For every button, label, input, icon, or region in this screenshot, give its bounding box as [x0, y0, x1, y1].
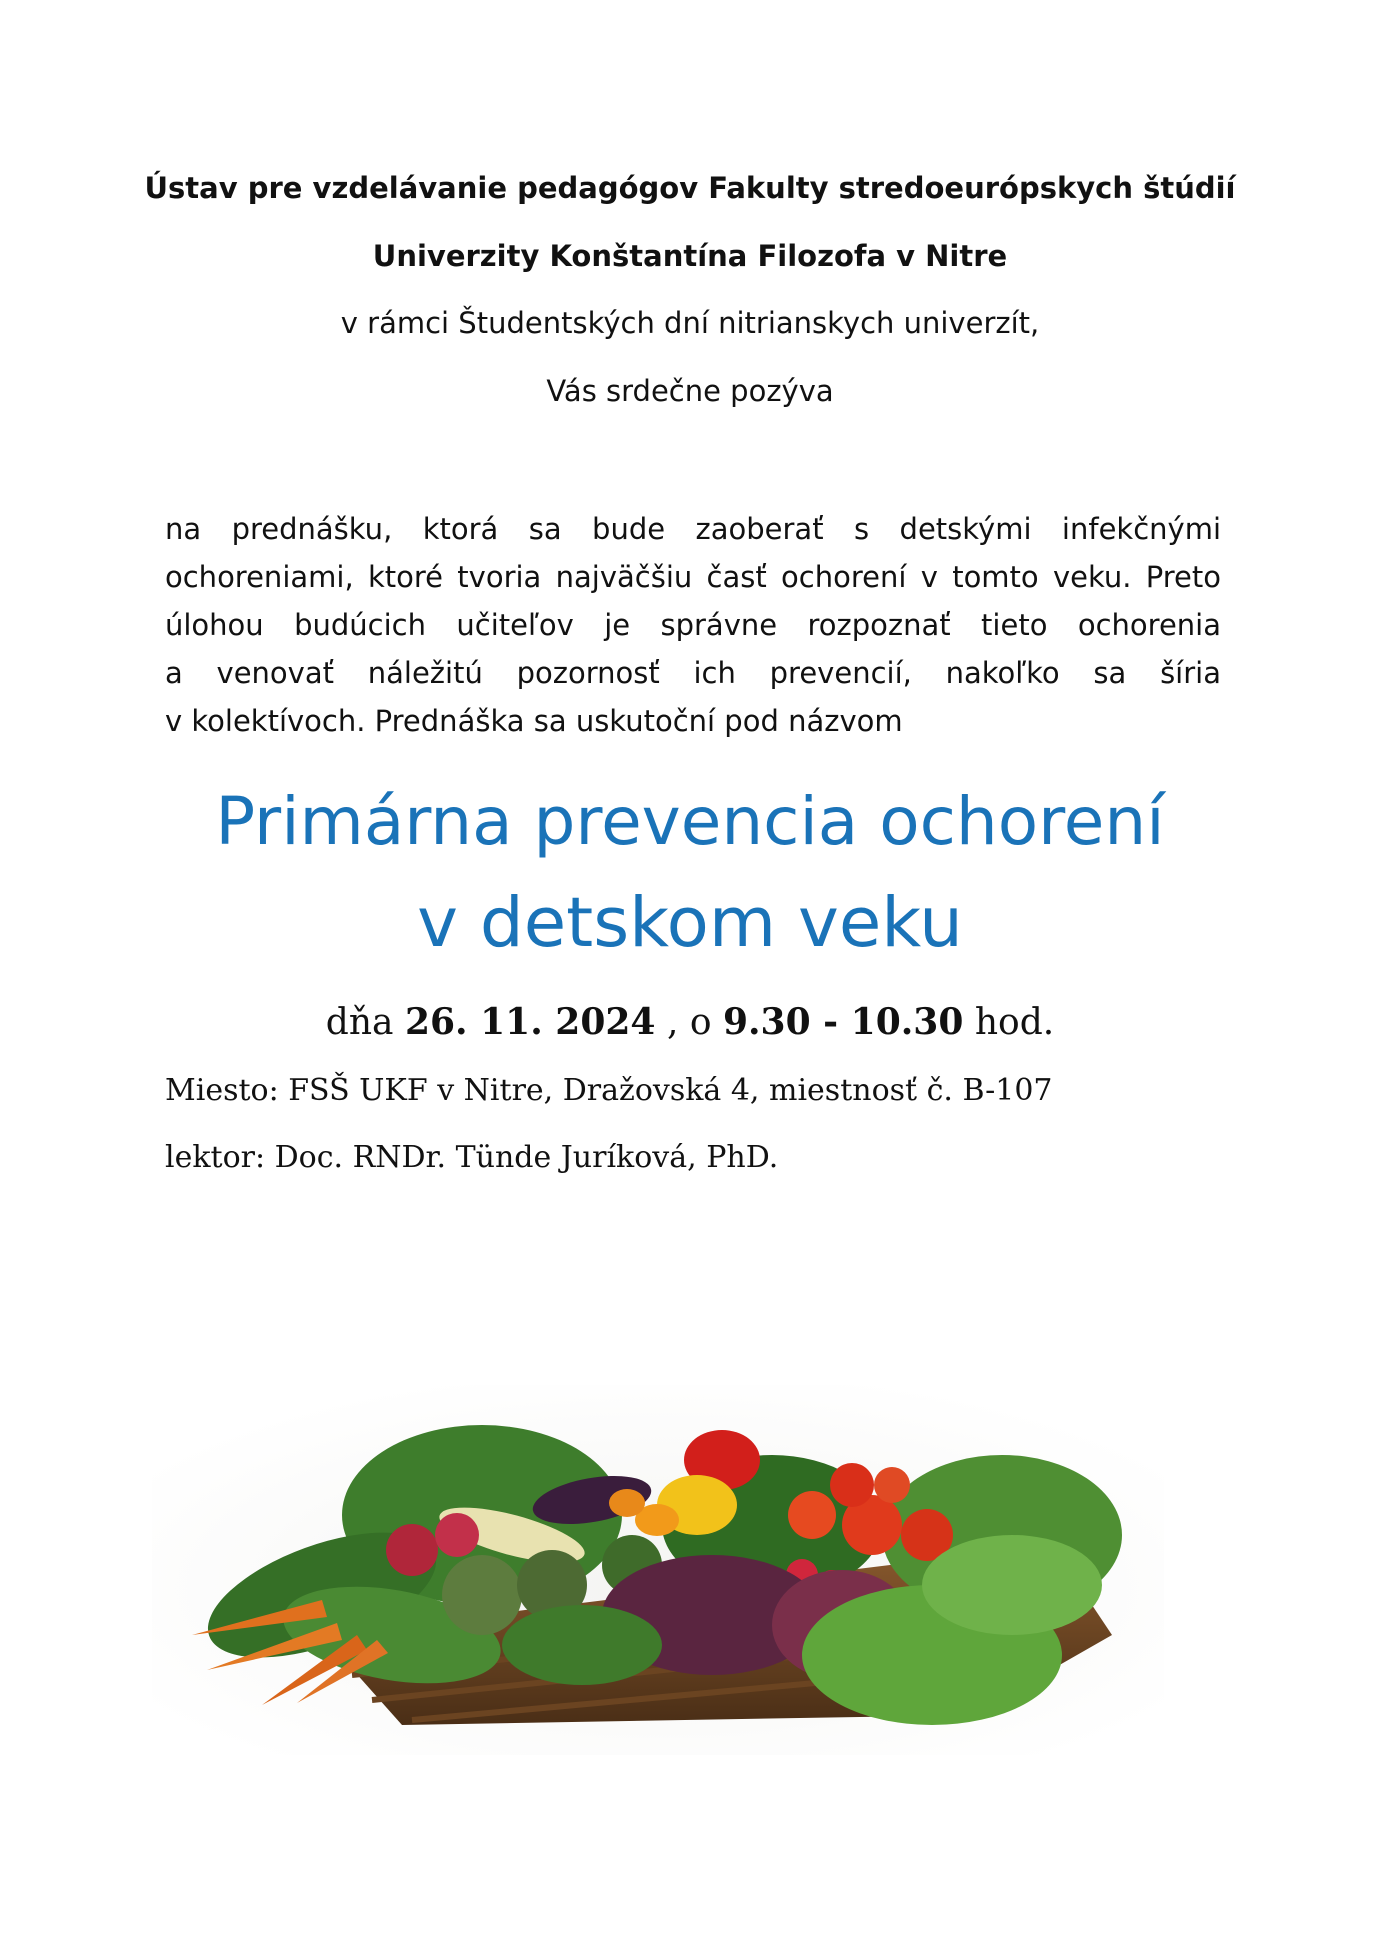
description-line: na prednášku, ktorá sa bude zaoberať s detskými infekčnými — [165, 512, 1221, 546]
event-lector: lektor: Doc. RNDr. Tünde Juríková, PhD. — [165, 1140, 779, 1175]
date-prefix: dňa — [325, 1002, 394, 1043]
event-date: 26. 11. 2024 — [404, 1001, 656, 1043]
description-line: úlohou budúcich učiteľov je správne rozpoznať tieto ochorenia — [165, 608, 1221, 642]
description-line: ochoreniami, ktoré tvoria najväčšiu časť ochorení v tomto veku. Preto — [165, 560, 1221, 594]
description-line: v kolektívoch. Prednáška sa uskutoční pod názvom — [165, 704, 903, 738]
faculty-institute-line: Ústav pre vzdelávanie pedagógov Fakulty stredoeurópskych štúdií — [144, 171, 1236, 205]
date-time-line — [0, 998, 1380, 1047]
vegetable-basket-image — [152, 1385, 1164, 1755]
university-name-line: Univerzity Konštantína Filozofa v Nitre — [372, 239, 1008, 273]
time-prefix: , o — [666, 1002, 712, 1043]
event-place: Miesto: FSŠ UKF v Nitre, Dražovská 4, miestnosť č. B-107 — [165, 1073, 1053, 1108]
invitation-line: Vás srdečne pozýva — [546, 374, 834, 408]
lecture-description — [165, 505, 1221, 745]
student-days-line: v rámci Študentských dní nitrianskych univerzít, — [340, 306, 1040, 340]
lecture-title-line1: Primárna prevencia ochorení — [215, 783, 1165, 860]
event-time: 9.30 - 10.30 — [722, 1001, 964, 1043]
time-suffix: hod. — [974, 1002, 1055, 1043]
description-line: a venovať náležitú pozornosť ich prevencií, nakoľko sa šíria — [165, 656, 1221, 690]
lecture-title-line2: v detskom veku — [417, 883, 963, 963]
